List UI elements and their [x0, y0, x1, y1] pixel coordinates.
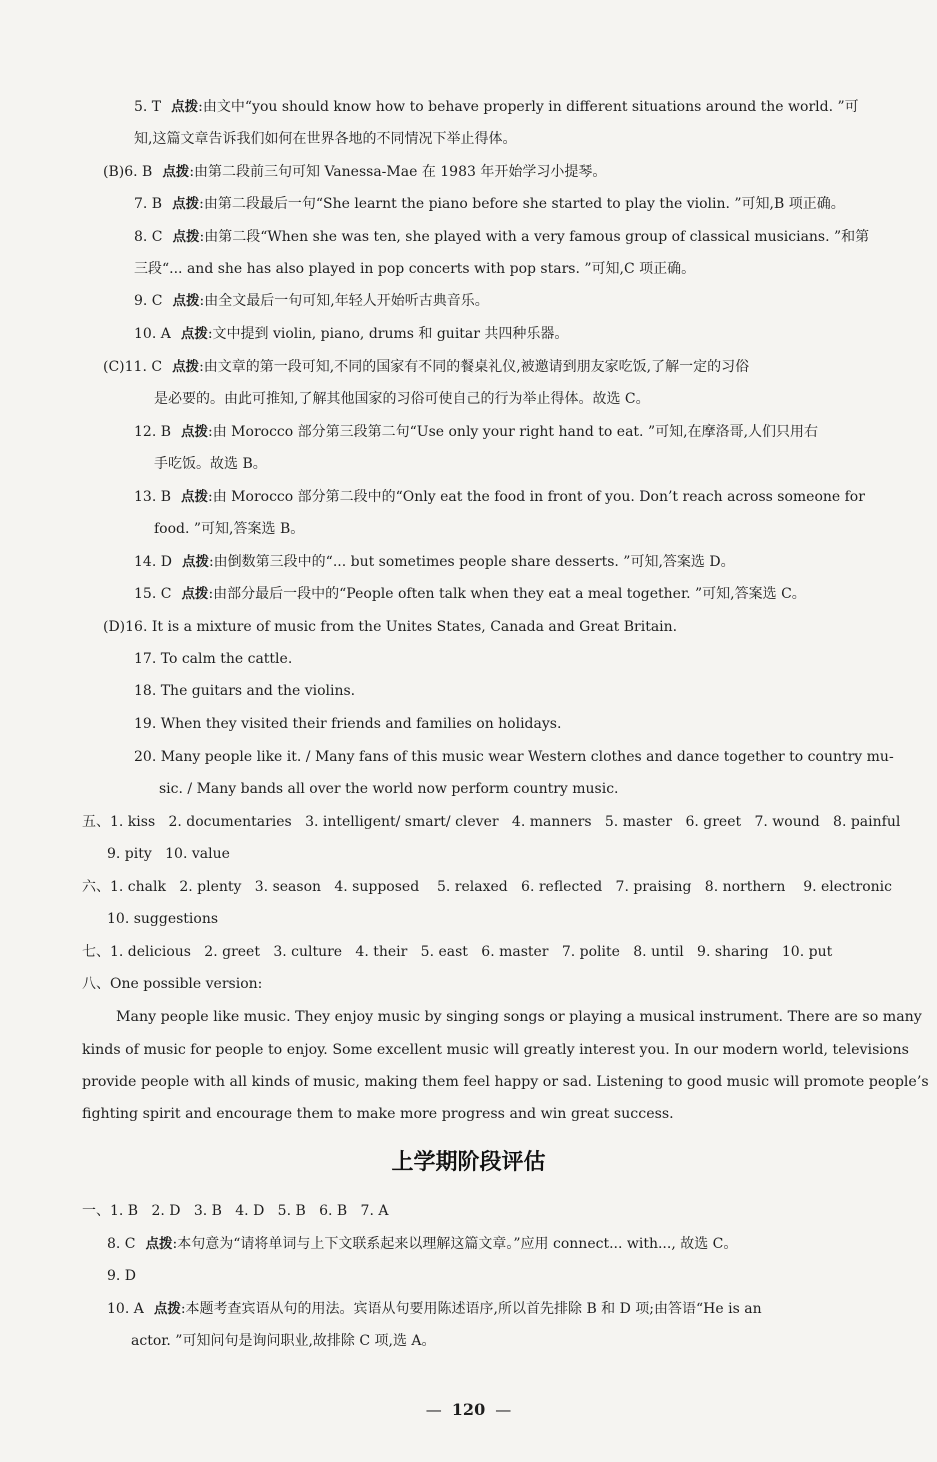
answer-b9: 9. C 点拨:由全文最后一句可知,年轻人开始听古典音乐。	[134, 293, 489, 309]
answer-b8: 8. C 点拨:由第二段“When she was ten, she played with a very famous group of classical musicians. ”和第	[134, 229, 870, 245]
section-title: 上学期阶段评估	[391, 1150, 546, 1175]
answer-c11-cont: 是必要的。由此可推知,了解其他国家的习俗可使自己的行为举止得体。故选 C。	[154, 391, 650, 407]
essay-line-1: Many people like music. They enjoy music by singing songs or playing a musical instrument. There are so many	[116, 1009, 922, 1025]
page-number: — 120 —	[425, 1400, 512, 1419]
answer-c13-cont: food. ”可知,答案选 B。	[154, 521, 305, 537]
answer-b10: 10. A 点拨:文中提到 violin, piano, drums 和 guitar 共四种乐器。	[134, 326, 569, 342]
answer-c13: 13. B 点拨:由 Morocco 部分第二段中的“Only eat the food in front of you. Don’t reach across someone for	[134, 489, 865, 505]
answer-5: 5. T 点拨:由文中“you should know how to behave properly in different situations around the world. ”可	[134, 99, 859, 115]
answer-d17: 17. To calm the cattle.	[134, 651, 293, 667]
answer-c15: 15. C 点拨:由部分最后一段中的“People often talk when they eat a meal together. ”可知,答案选 C。	[134, 586, 806, 602]
answer-c14: 14. D 点拨:由倒数第三段中的“... but sometimes people share desserts. ”可知,答案选 D。	[134, 554, 735, 570]
answer-d18: 18. The guitars and the violins.	[134, 683, 356, 699]
answer-d20: 20. Many people like it. / Many fans of this music wear Western clothes and dance together to country mu-	[134, 749, 894, 765]
assessment-q10: 10. A 点拨:本题考查宾语从句的用法。宾语从句要用陈述语序,所以首先排除 B 和 D 项;由答语“He is an	[107, 1301, 762, 1317]
section-6-line1: 六、1. chalk 2. plenty 3. season 4. supposed 5. relaxed 6. reflected 7. praising 8. northern 9. electronic	[82, 879, 892, 895]
answer-d16: (D)16. It is a mixture of music from the Unites States, Canada and Great Britain.	[103, 619, 678, 635]
assessment-q8: 8. C 点拨:本句意为“请将单词与上下文联系起来以理解这篇文章。”应用 connect... with..., 故选 C。	[107, 1236, 738, 1252]
essay-line-4: fighting spirit and encourage them to make more progress and win great success.	[82, 1106, 674, 1122]
essay-line-3: provide people with all kinds of music, making them feel happy or sad. Listening to good music will promote people’s	[82, 1074, 929, 1090]
answer-b7: 7. B 点拨:由第二段最后一句“She learnt the piano before she started to play the violin. ”可知,B 项正确。	[134, 196, 845, 212]
assessment-q10-cont: actor. ”可知问句是询问职业,故排除 C 项,选 A。	[131, 1333, 436, 1349]
answer-d20-cont: sic. / Many bands all over the world now perform country music.	[159, 781, 619, 797]
answer-b6: (B)6. B 点拨:由第二段前三句可知 Vanessa-Mae 在 1983 年开始学习小提琴。	[103, 164, 607, 180]
section-5-line1: 五、1. kiss 2. documentaries 3. intelligent/ smart/ clever 4. manners 5. master 6. greet 7. wound 8. painful	[82, 814, 901, 830]
section-8-heading: 八、One possible version:	[82, 976, 263, 992]
section-7-line1: 七、1. delicious 2. greet 3. culture 4. their 5. east 6. master 7. polite 8. until 9. sharing 10. put	[82, 944, 833, 960]
answer-5-cont: 知,这篇文章告诉我们如何在世界各地的不同情况下举止得体。	[134, 131, 517, 147]
section-6-line2: 10. suggestions	[107, 911, 219, 927]
assessment-q9: 9. D	[107, 1268, 137, 1284]
answer-c11: (C)11. C 点拨:由文章的第一段可知,不同的国家有不同的餐桌礼仪,被邀请到朋友家吃饭,了解一定的习俗	[103, 359, 750, 375]
assessment-s1: 一、1. B 2. D 3. B 4. D 5. B 6. B 7. A	[82, 1203, 389, 1219]
answer-b8-cont: 三段“... and she has also played in pop concerts with pop stars. ”可知,C 项正确。	[134, 261, 696, 277]
section-5-line2: 9. pity 10. value	[107, 846, 230, 862]
essay-line-2: kinds of music for people to enjoy. Some excellent music will greatly interest you. In our modern world, televisions	[82, 1042, 909, 1058]
answer-d19: 19. When they visited their friends and families on holidays.	[134, 716, 562, 732]
answer-c12-cont: 手吃饭。故选 B。	[154, 456, 267, 472]
answer-c12: 12. B 点拨:由 Morocco 部分第三段第二句“Use only your right hand to eat. ”可知,在摩洛哥,人们只用右	[134, 424, 819, 440]
